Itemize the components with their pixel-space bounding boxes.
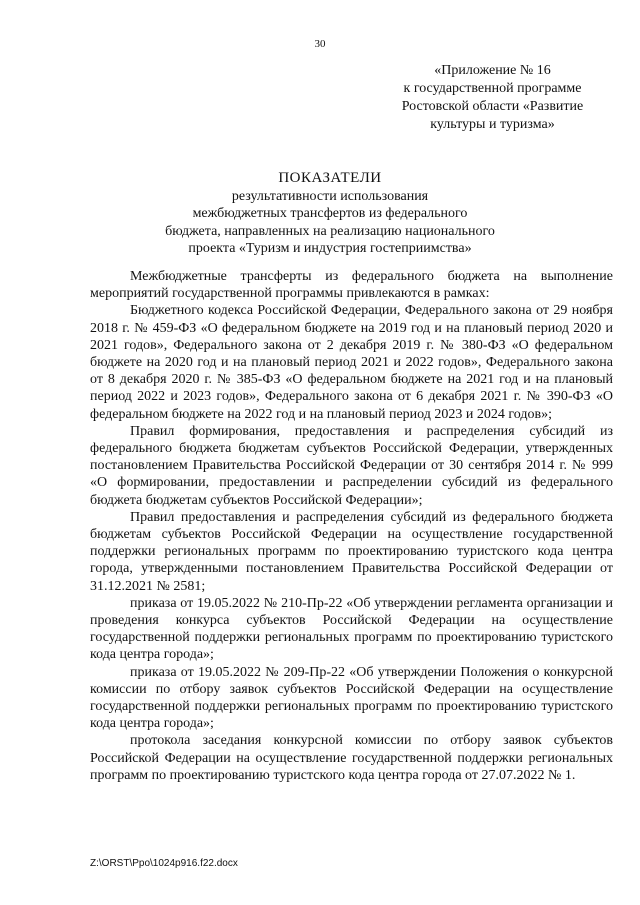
title-subtitle-line: бюджета, направленных на реализацию национального [165,223,495,239]
appendix-line: Ростовской области «Развитие [401,99,584,114]
body-paragraph: протокола заседания конкурсной комиссии по отбору заявок субъектов Российской Федерации на осуществление государственной поддержки региональных программ по проектированию туристского кода центра города от 27.07.2022 № 1. [90,733,613,783]
body-paragraph: Правил предоставления и распределения субсидий из федерального бюджета бюджетам субъектов Российской Федерации на осуществление государственной поддержки региональных программ по проектированию туристского кода центра города, утвержденными постановлением Правительства Российской Федерации от 31.12.2021 № 2581; [90,509,613,594]
appendix-block [380,62,605,134]
footer-file-path: Z:\ORST\Ppo\1024p916.f22.docx [90,858,238,869]
title-subtitle-line: проекта «Туризм и индустрия гостеприимства» [188,241,472,256]
body-paragraph: Межбюджетные трансферты из федерального бюджета на выполнение мероприятий государственной программы привлекаются в рамках: [90,269,613,302]
document-title [90,170,570,258]
title-subtitle-line: результативности использования [231,188,429,204]
appendix-line: «Приложение № 16 [434,63,551,78]
appendix-line: культуры и туризма» [430,117,555,132]
page-number: 30 [314,38,326,50]
title-heading: ПОКАЗАТЕЛИ [278,170,382,186]
appendix-line: к государственной программе [403,81,582,96]
body-paragraph: Бюджетного кодекса Российской Федерации, Федерального закона от 29 ноября 2018 г. № 459-ФЗ «О федеральном бюджете на 2019 год и на плановый период 2020 и 2021 годов», Федерального закона от 2 декабря 2019 г. № 380-ФЗ «О федеральном бюджете на 2020 год и на плановый период 2021 и 2022 годов», Федерального закона от 8 декабря 2020 г. № 385-ФЗ «О федеральном бюджете на 2021 год и на плановый период 2022 и 2023 годов», Федерального закона от 6 декабря 2021 г. № 390-ФЗ «О федеральном бюджете на 2022 год и на плановый период 2023 и 2024 годов»; [90,303,613,422]
body-paragraph: приказа от 19.05.2022 № 209-Пр-22 «Об утверждении Положения о конкурсной комиссии по отбору заявок субъектов Российской Федерации на осуществление государственной поддержки региональных программ по проектированию туристского кода центра города»; [90,664,613,732]
body-paragraph: приказа от 19.05.2022 № 210-Пр-22 «Об утверждении регламента организации и проведения конкурса субъектов Российской Федерации на осуществление государственной поддержки региональных программ по проектированию туристского кода центра города»; [90,595,613,663]
document-body [90,268,613,784]
title-subtitle-line: межбюджетных трансфертов из федерального [192,206,468,221]
body-paragraph: Правил формирования, предоставления и распределения субсидий из федерального бюджета бюджетам субъектов Российской Федерации, утвержденных постановлением Правительства Российской Федерации от 30 сентября 2014 г. № 999 «О формировании, предоставлении и распределении субсидий из федерального бюджета бюджетам субъектов Российской Федерации»; [90,423,613,508]
